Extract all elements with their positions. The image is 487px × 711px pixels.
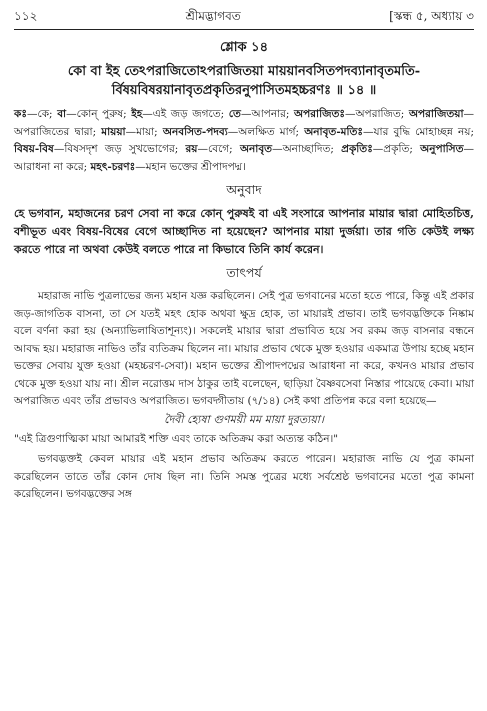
purport-paragraph-2: ভগবদ্ভক্তই কেবল মায়ার এই মহান প্রভাব অতিক্রম করতে পারেন। মহারাজ নাভি যে পুত্র কামনা করেছিলেন তাতে তাঁর কোন দোষ ছিল না। তিনি সমস্ত পুত্রের মধ্যে সর্বশ্রেষ্ঠ ভগবানের মতো পুত্র কামনা করেছিলেন। ভগবদ্ভক্তের সঙ্গ xyxy=(14,453,474,500)
synonym-meaning: —বেগে; xyxy=(197,143,240,155)
book-page xyxy=(14,8,474,504)
verse-line-2: র্বিষয়বিষরয়ানাবৃতপ্রকৃতিরনুপাসিতমহচ্চরণঃ ॥ ১৪ ॥ xyxy=(111,83,377,98)
synonym-term: কঃ xyxy=(14,108,27,120)
synonym-meaning: —আপনার; xyxy=(240,108,295,120)
synonym-term: অনাবৃত xyxy=(239,143,273,155)
translation-text: হে ভগবান, মহাজনের চরণ সেবা না করে কোন্‌ পুরুষই বা এই সংসারে আপনার মায়ার দ্বারা মোহিতচিত্ত, বশীভূত এবং বিষয়-বিষের বেগে আচ্ছাদিত না হয়েছেন? আপনার মায়া দুর্জয়া। তার গতি কেউই লক্ষ্য করতে পারে না অথবা কেউই বলতে পারে না কিভাবে তিনি কার্য করেন। xyxy=(14,207,474,256)
synonym-meaning: —এই জড় জগতে; xyxy=(142,108,229,120)
synonym-meaning: —প্রকৃতি; xyxy=(372,143,421,155)
synonym-meaning: —আরাধনা না করে; xyxy=(14,143,474,173)
synonym-meaning: —কে; xyxy=(26,108,58,120)
synonym-meaning: —অপরাজিতের দ্বারা; xyxy=(14,108,474,138)
synonym-term: অনাবৃত-মতিঃ xyxy=(304,125,363,138)
synonym-meaning: —অপরাজিত; xyxy=(344,108,409,120)
gita-quote: দৈবী হ্যেষা গুণময়ী মম মায়া দুরত্যয়া। xyxy=(164,412,324,426)
purport-paragraph-1: মহারাজ নাভি পুত্রলাভের জন্য মহান যজ্ঞ করছিলেন। সেই পুত্র ভগবানের মতো হতে পারে, কিন্তু এই প্রকার জড়-জাগতিক বাসনা, তা সে যতই মহৎ হোক অথবা ক্ষুদ্র হোক, তা মায়ারই প্রভাব। তাই ভগবদ্ভক্তিকে নিষ্কাম বলে বর্ণনা করা হয় (অন্যাভিলাষিতাশূন্যং)। সকলেই মায়ার দ্বারা প্রভাবিত হয়ে সব রকম জড় বাসনার বন্ধনে আবদ্ধ হয়। মহারাজ নাভিও তাঁর ব্যতিক্রম ছিলেন না। মায়ার প্রভাব থেকে মুক্ত হওয়ার একমাত্র উপায় হচ্ছে মহান ভক্তের সেবায় যুক্ত হওয়া (মহচ্চরণ-সেবা)। মহান ভক্তের শ্রীপাদপদ্মের আরাধনা না করে, কখনও মায়ার প্রভাব থেকে মুক্ত হওয়া যায় না। শ্রীল নরোত্তম দাস ঠাকুর তাই বলেছেন, ছাড়িয়া বৈষ্ণবসেবা নিস্তার পায়েছে কেবা। মায়া অপরাজিত এবং তাঁর প্রভাবও অপরাজিত। ভগবদ্গীতায় (৭/১৪) সেই কথা প্রতিপন্ন করে বলা হয়েছে— xyxy=(14,290,474,407)
synonym-meaning: —কোন্‌ পুরুষ; xyxy=(66,108,132,120)
synonym-term: মায়য়া xyxy=(101,125,126,138)
book-title: শ্রীমদ্ভাগবত xyxy=(185,9,241,23)
synonym-term: মহৎ-চরণঃ xyxy=(90,160,136,173)
synonym-term: অপরাজিতয়া xyxy=(408,108,464,120)
word-for-word-synonyms xyxy=(14,106,474,176)
synonym-term: বা xyxy=(57,108,67,120)
page-header xyxy=(14,8,474,30)
synonym-term: প্রকৃতিঃ xyxy=(341,143,373,155)
synonym-term: ইহ xyxy=(131,108,143,120)
page-number: ১১২ xyxy=(14,9,38,23)
translation-heading: অনুবাদ xyxy=(226,182,262,197)
chapter-reference: [স্কন্ধ ৫, অধ্যায় ৩ xyxy=(389,9,474,23)
synonym-meaning: —যার বুদ্ধি মোহাচ্ছন্ন নয়; xyxy=(362,125,474,138)
synonym-meaning: —অলক্ষিত মার্গ; xyxy=(227,125,305,138)
synonym-meaning: —অনাচ্ছাদিত; xyxy=(272,143,342,155)
synonym-term: অনবসিত-পদব্য xyxy=(162,125,228,138)
synonym-term: অনুপাসিত xyxy=(420,143,464,155)
synonym-term: অপরাজিতঃ xyxy=(294,108,345,120)
verse-title: শ্লোক ১৪ xyxy=(219,40,269,55)
synonym-meaning: —মায়া; xyxy=(125,125,163,138)
synonym-term: বিষয়-বিষ xyxy=(14,143,54,155)
synonym-term: তে xyxy=(228,108,241,120)
purport-heading: তাৎপর্য xyxy=(226,265,262,280)
verse-line-1: কো বা ইহ তেঽপরাজিতোঽপরাজিতয়া মায়য়ানবসিতপদব্যানাবৃতমতি- xyxy=(67,64,421,79)
quote-translation: "এই ত্রিগুণাত্মিকা মায়া আমারই শক্তি এবং তাকে অতিক্রম করা অত্যন্ত কঠিন।" xyxy=(14,432,339,445)
synonym-meaning: —বিষসদৃশ জড় সুখভোগের; xyxy=(53,143,186,155)
synonym-term: রয় xyxy=(185,143,198,155)
synonym-meaning: —মহান ভক্তের শ্রীপাদপদ্ম। xyxy=(135,160,246,173)
verse-text xyxy=(14,62,474,100)
